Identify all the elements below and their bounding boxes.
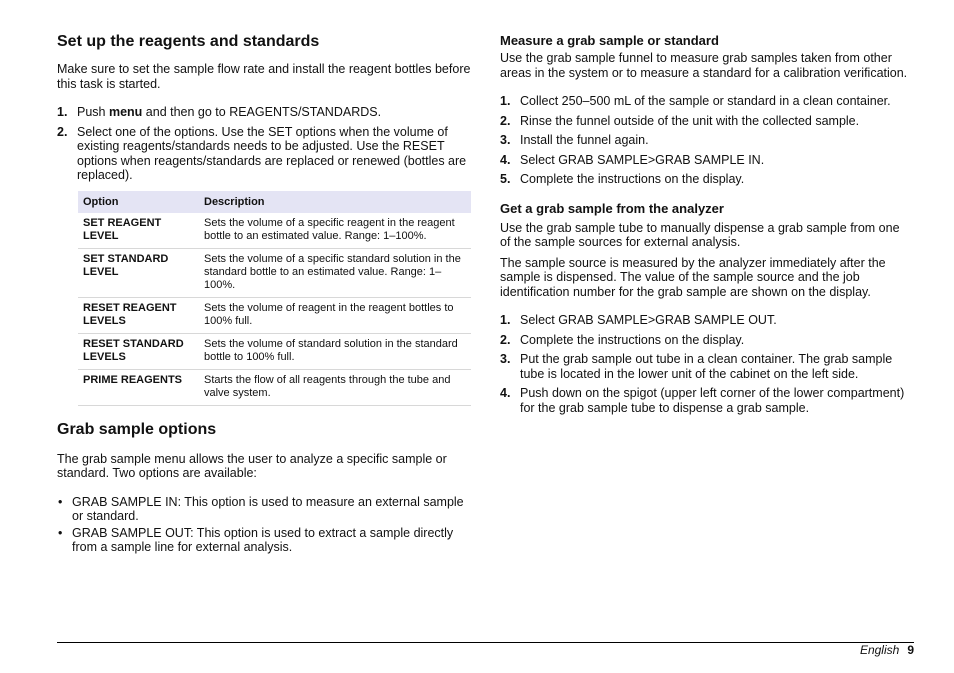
get-grab-step xyxy=(500,333,912,348)
setup-intro: Make sure to set the sample flow rate and install the reagent bottles before this task is started. xyxy=(57,62,471,91)
step-text: Complete the instructions on the display. xyxy=(520,332,745,347)
step-text: and then go to REAGENTS/STANDARDS. xyxy=(142,105,382,119)
get-grab-step xyxy=(500,386,912,415)
option-cell: RESET REAGENT LEVELS xyxy=(78,297,199,333)
step-number: 3. xyxy=(500,133,511,147)
option-cell: PRIME REAGENTS xyxy=(78,369,199,405)
footer-language: English xyxy=(859,643,900,657)
step-text: Rinse the funnel outside of the unit with the collected sample. xyxy=(520,113,860,128)
get-grab-intro-2: The sample source is measured by the analyzer immediately after the sample is dispensed. The value of the sample source and the job identification number for the grab sample are shown on the display. xyxy=(500,255,886,299)
bullet-glyph: • xyxy=(58,494,63,509)
column-header-description: Description xyxy=(199,191,471,213)
step-text: Select GRAB SAMPLE>GRAB SAMPLE IN. xyxy=(520,152,765,167)
description-cell: Sets the volume of a specific standard solution in the standard bottle to an estimated value. Range: 1–100%. xyxy=(199,248,471,297)
measure-step xyxy=(500,153,912,168)
get-grab-intro-1: Use the grab sample tube to manually dispense a grab sample from one of the sample sources for external analysis. xyxy=(500,220,900,249)
description-cell: Sets the volume of reagent in the reagent bottles to 100% full. xyxy=(199,297,471,333)
option-cell: SET STANDARD LEVEL xyxy=(78,248,199,297)
grab-options-intro: The grab sample menu allows the user to analyze a specific sample or standard. Two options are available: xyxy=(57,451,447,480)
setup-heading: Set up the reagents and standards xyxy=(57,33,320,50)
step-number: 1. xyxy=(57,105,68,119)
menu-key-label: menu xyxy=(108,105,143,119)
grab-options-heading: Grab sample options xyxy=(57,420,217,438)
step-text: Put the grab sample out tube in a clean container. The grab sample tube is located in the lower unit of the cabinet on the left side. xyxy=(520,352,893,381)
option-cell: RESET STANDARD LEVELS xyxy=(78,333,199,369)
step-number: 3. xyxy=(500,352,511,366)
get-grab-steps xyxy=(500,313,912,415)
options-table xyxy=(78,191,471,406)
step-text: Install the funnel again. xyxy=(520,133,649,147)
table-header-row xyxy=(78,191,471,213)
measure-step xyxy=(500,94,912,109)
setup-step xyxy=(57,125,472,183)
measure-steps xyxy=(500,94,912,187)
step-number: 2. xyxy=(500,332,511,347)
description-cell: Sets the volume of a specific reagent in the reagent bottle to an estimated value. Range: 1–100%. xyxy=(199,213,471,249)
step-number: 2. xyxy=(500,113,511,128)
measure-step xyxy=(500,172,912,187)
right-column xyxy=(500,32,912,420)
page-footer xyxy=(860,642,914,658)
page-number: 9 xyxy=(907,643,914,657)
list-item xyxy=(57,526,472,555)
get-grab-step xyxy=(500,313,912,328)
table-row xyxy=(78,369,471,405)
footer-divider xyxy=(57,642,914,643)
table-row xyxy=(78,297,471,333)
measure-intro: Use the grab sample funnel to measure grab samples taken from other areas in the system or to measure a standard for a calibration verification. xyxy=(500,51,908,80)
description-cell: Starts the flow of all reagents through the tube and valve system. xyxy=(199,369,471,405)
description-cell: Sets the volume of standard solution in the standard bottle to 100% full. xyxy=(199,333,471,369)
step-number: 2. xyxy=(57,124,68,139)
step-text: Select GRAB SAMPLE>GRAB SAMPLE OUT. xyxy=(520,313,777,327)
table-row xyxy=(78,248,471,297)
measure-step xyxy=(500,114,912,129)
get-grab-step xyxy=(500,352,912,381)
table-row xyxy=(78,333,471,369)
table-row xyxy=(78,213,471,249)
setup-step xyxy=(57,105,472,120)
step-number: 5. xyxy=(500,172,511,186)
bullet-glyph: • xyxy=(58,525,63,540)
step-number: 4. xyxy=(500,152,511,167)
list-item-text: GRAB SAMPLE OUT: This option is used to extract a sample directly from a sample line for external analysis. xyxy=(72,525,454,554)
left-column xyxy=(57,32,472,557)
step-text: Select one of the options. Use the SET options when the volume of existing reagents/standards needs to be adjusted. Use the RESET options when reagents/standards are replaced or renewed (bottles are replaced). xyxy=(77,124,467,182)
measure-step xyxy=(500,133,912,148)
list-item-text: GRAB SAMPLE IN: This option is used to measure an external sample or standard. xyxy=(72,494,464,523)
step-text: Push xyxy=(77,105,109,119)
grab-options-list xyxy=(57,495,472,555)
step-text: Collect 250–500 mL of the sample or standard in a clean container. xyxy=(520,94,891,108)
measure-heading: Measure a grab sample or standard xyxy=(500,33,719,48)
step-text: Push down on the spigot (upper left corner of the lower compartment) for the grab sample tube to dispense a grab sample. xyxy=(520,386,905,415)
list-item xyxy=(57,495,472,524)
step-text: Complete the instructions on the display. xyxy=(520,172,745,186)
step-number: 1. xyxy=(500,313,511,327)
step-number: 1. xyxy=(500,94,511,108)
get-grab-heading: Get a grab sample from the analyzer xyxy=(500,200,724,216)
option-cell: SET REAGENT LEVEL xyxy=(78,213,199,249)
step-number: 4. xyxy=(500,386,511,400)
setup-steps xyxy=(57,105,472,183)
column-header-option: Option xyxy=(78,191,199,213)
